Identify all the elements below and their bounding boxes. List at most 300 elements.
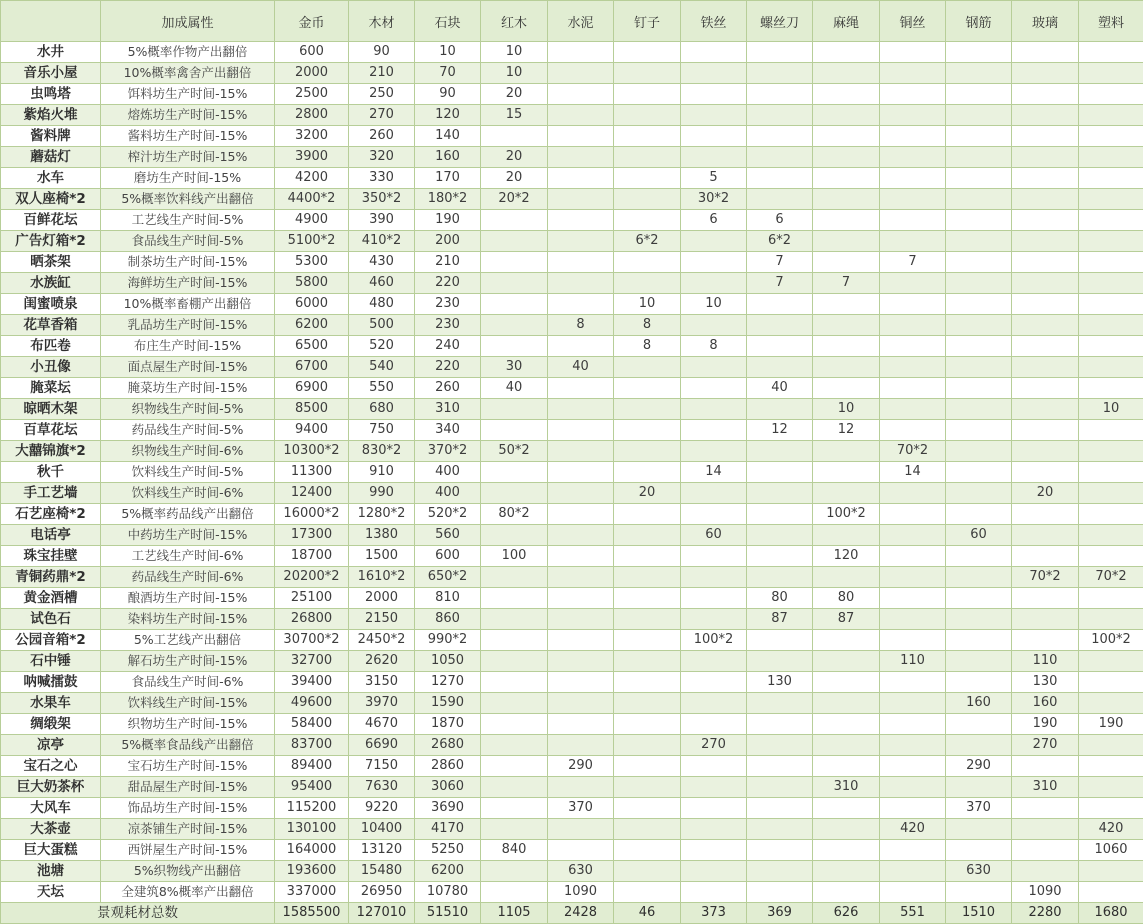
material-cell (747, 441, 813, 462)
material-cell (614, 567, 681, 588)
material-cell (614, 546, 681, 567)
material-cell (1012, 378, 1079, 399)
material-cell (747, 168, 813, 189)
material-cell (614, 756, 681, 777)
bonus-cell: 西饼屋生产时间-15% (101, 840, 275, 861)
material-cell (681, 588, 747, 609)
material-cell (681, 672, 747, 693)
material-cell (813, 735, 880, 756)
material-cell (1079, 546, 1143, 567)
material-cell: 2620 (349, 651, 415, 672)
material-cell (481, 315, 548, 336)
table-row (1, 525, 1143, 546)
material-cell: 337000 (275, 882, 349, 903)
material-cell: 420 (1079, 819, 1143, 840)
material-cell (813, 840, 880, 861)
material-cell: 10 (415, 42, 481, 63)
material-cell: 370 (548, 798, 614, 819)
material-cell: 49600 (275, 693, 349, 714)
material-cell (946, 147, 1012, 168)
material-cell: 6*2 (747, 231, 813, 252)
material-cell: 20200*2 (275, 567, 349, 588)
material-cell (813, 63, 880, 84)
material-cell: 32700 (275, 651, 349, 672)
material-cell (747, 882, 813, 903)
material-cell (747, 714, 813, 735)
material-cell (946, 105, 1012, 126)
material-cell: 460 (349, 273, 415, 294)
table-row (1, 294, 1143, 315)
material-cell (747, 84, 813, 105)
material-cell (1012, 210, 1079, 231)
header-corner (1, 1, 101, 42)
material-cell (813, 42, 880, 63)
material-cell (1012, 147, 1079, 168)
material-cell: 80 (747, 588, 813, 609)
material-cell: 860 (415, 609, 481, 630)
material-cell (946, 882, 1012, 903)
material-cell (614, 42, 681, 63)
material-cell (747, 315, 813, 336)
material-cell (747, 105, 813, 126)
material-cell: 5 (681, 168, 747, 189)
building-name-cell: 秋千 (1, 462, 101, 483)
material-cell: 1590 (415, 693, 481, 714)
material-cell (681, 252, 747, 273)
material-cell: 840 (481, 840, 548, 861)
header-material: 麻绳 (813, 1, 880, 42)
material-cell (813, 378, 880, 399)
material-cell (548, 504, 614, 525)
material-cell (946, 840, 1012, 861)
bonus-cell: 药品线生产时间-5% (101, 420, 275, 441)
material-cell: 6200 (415, 861, 481, 882)
material-cell (614, 210, 681, 231)
table-row (1, 546, 1143, 567)
material-cell (880, 588, 946, 609)
material-cell (1079, 462, 1143, 483)
bonus-cell: 布庄生产时间-15% (101, 336, 275, 357)
table-row (1, 504, 1143, 525)
material-cell (813, 630, 880, 651)
material-cell: 26950 (349, 882, 415, 903)
material-cell (548, 63, 614, 84)
material-cell: 4670 (349, 714, 415, 735)
material-cell: 830*2 (349, 441, 415, 462)
material-cell: 290 (946, 756, 1012, 777)
building-name-cell: 宝石之心 (1, 756, 101, 777)
material-cell: 270 (349, 105, 415, 126)
building-name-cell: 音乐小屋 (1, 63, 101, 84)
material-cell: 12 (747, 420, 813, 441)
material-cell (813, 189, 880, 210)
material-cell: 9400 (275, 420, 349, 441)
material-cell (946, 630, 1012, 651)
material-cell (880, 714, 946, 735)
material-cell (681, 861, 747, 882)
material-cell (747, 735, 813, 756)
material-cell (681, 378, 747, 399)
material-cell: 10 (1079, 399, 1143, 420)
material-cell (946, 714, 1012, 735)
material-cell: 6700 (275, 357, 349, 378)
table-row (1, 357, 1143, 378)
material-cell (1012, 357, 1079, 378)
material-cell: 990 (349, 483, 415, 504)
material-cell (481, 567, 548, 588)
total-cell: 1105 (481, 903, 548, 924)
table-row (1, 651, 1143, 672)
material-cell (614, 357, 681, 378)
bonus-cell: 乳品坊生产时间-15% (101, 315, 275, 336)
material-cell (880, 483, 946, 504)
table-row (1, 567, 1143, 588)
material-cell (1079, 483, 1143, 504)
material-cell: 310 (1012, 777, 1079, 798)
material-cell (481, 483, 548, 504)
bonus-cell: 5%织物线产出翻倍 (101, 861, 275, 882)
bonus-cell: 5%工艺线产出翻倍 (101, 630, 275, 651)
material-cell (747, 336, 813, 357)
material-cell (481, 798, 548, 819)
material-cell: 4200 (275, 168, 349, 189)
material-cell: 40 (548, 357, 614, 378)
material-cell (1079, 693, 1143, 714)
building-name-cell: 巨大奶茶杯 (1, 777, 101, 798)
material-cell (1012, 756, 1079, 777)
material-cell: 70*2 (880, 441, 946, 462)
material-cell (880, 315, 946, 336)
material-cell (747, 483, 813, 504)
material-cell: 810 (415, 588, 481, 609)
material-cell (548, 189, 614, 210)
material-cell (481, 273, 548, 294)
material-cell (946, 672, 1012, 693)
building-name-cell: 石中锤 (1, 651, 101, 672)
material-cell (681, 546, 747, 567)
material-cell (946, 315, 1012, 336)
material-cell (946, 189, 1012, 210)
material-cell (1079, 210, 1143, 231)
material-cell: 95400 (275, 777, 349, 798)
material-cell (813, 882, 880, 903)
material-cell (1079, 861, 1143, 882)
material-cell (946, 231, 1012, 252)
material-cell (681, 273, 747, 294)
table-row (1, 756, 1143, 777)
table-row (1, 315, 1143, 336)
material-cell (1079, 798, 1143, 819)
material-cell (1079, 42, 1143, 63)
material-cell: 80 (813, 588, 880, 609)
material-cell (880, 420, 946, 441)
material-cell (548, 588, 614, 609)
material-cell: 164000 (275, 840, 349, 861)
material-cell (548, 420, 614, 441)
material-cell (747, 861, 813, 882)
material-cell (946, 441, 1012, 462)
material-cell: 540 (349, 357, 415, 378)
material-cell (614, 189, 681, 210)
material-cell (946, 126, 1012, 147)
total-cell: 1585500 (275, 903, 349, 924)
bonus-cell: 10%概率畜棚产出翻倍 (101, 294, 275, 315)
bonus-cell: 全建筑8%概率产出翻倍 (101, 882, 275, 903)
material-cell (1079, 609, 1143, 630)
material-cell (880, 168, 946, 189)
material-cell (614, 714, 681, 735)
material-cell: 310 (415, 399, 481, 420)
material-cell (614, 798, 681, 819)
material-cell (548, 231, 614, 252)
building-name-cell: 百草花坛 (1, 420, 101, 441)
material-cell: 1500 (349, 546, 415, 567)
material-cell: 10780 (415, 882, 481, 903)
building-name-cell: 百鲜花坛 (1, 210, 101, 231)
material-cell (946, 378, 1012, 399)
material-cell (548, 42, 614, 63)
material-cell (1012, 546, 1079, 567)
bonus-cell: 饮料线生产时间-6% (101, 483, 275, 504)
material-cell: 20 (1012, 483, 1079, 504)
building-name-cell: 花草香箱 (1, 315, 101, 336)
table-row (1, 420, 1143, 441)
building-name-cell: 青铜药鼎*2 (1, 567, 101, 588)
material-cell: 130 (747, 672, 813, 693)
material-cell (747, 777, 813, 798)
material-cell (946, 84, 1012, 105)
material-cell: 80*2 (481, 504, 548, 525)
header-material: 铁丝 (681, 1, 747, 42)
material-cell (1079, 420, 1143, 441)
total-cell: 127010 (349, 903, 415, 924)
material-cell: 10 (813, 399, 880, 420)
bonus-cell: 5%概率食品线产出翻倍 (101, 735, 275, 756)
material-cell (813, 252, 880, 273)
material-cell (614, 861, 681, 882)
material-cell: 7 (813, 273, 880, 294)
material-cell (1079, 756, 1143, 777)
bonus-cell: 工艺线生产时间-5% (101, 210, 275, 231)
material-cell (1079, 441, 1143, 462)
material-cell (880, 882, 946, 903)
material-cell (681, 882, 747, 903)
material-cell: 17300 (275, 525, 349, 546)
material-cell (548, 126, 614, 147)
material-cell: 2000 (275, 63, 349, 84)
material-cell: 2000 (349, 588, 415, 609)
table-row (1, 63, 1143, 84)
material-cell: 3970 (349, 693, 415, 714)
material-cell: 10 (614, 294, 681, 315)
material-cell (946, 609, 1012, 630)
material-cell (1079, 525, 1143, 546)
material-cell (813, 147, 880, 168)
material-cell (548, 252, 614, 273)
material-cell (1079, 777, 1143, 798)
building-name-cell: 布匹卷 (1, 336, 101, 357)
material-cell (813, 210, 880, 231)
material-cell: 20*2 (481, 189, 548, 210)
header-material: 螺丝刀 (747, 1, 813, 42)
bonus-cell: 饮料线生产时间-5% (101, 462, 275, 483)
material-cell: 1090 (548, 882, 614, 903)
material-cell (1012, 273, 1079, 294)
material-cell (1079, 651, 1143, 672)
material-cell (880, 525, 946, 546)
table-row (1, 588, 1143, 609)
material-cell (946, 735, 1012, 756)
header-material: 塑料 (1079, 1, 1143, 42)
material-cell (481, 861, 548, 882)
material-cell: 560 (415, 525, 481, 546)
material-cell (1079, 273, 1143, 294)
material-cell: 120 (415, 105, 481, 126)
material-cell (548, 546, 614, 567)
table-row (1, 84, 1143, 105)
material-cell: 60 (681, 525, 747, 546)
bonus-cell: 染料坊生产时间-15% (101, 609, 275, 630)
material-cell (548, 294, 614, 315)
material-cell (1079, 336, 1143, 357)
material-cell (813, 798, 880, 819)
material-cell (880, 504, 946, 525)
material-cell (681, 420, 747, 441)
material-cell (681, 840, 747, 861)
material-cell (747, 567, 813, 588)
material-cell (1012, 231, 1079, 252)
material-cell (1012, 399, 1079, 420)
table-row (1, 147, 1143, 168)
building-name-cell: 蘑菇灯 (1, 147, 101, 168)
material-cell (614, 378, 681, 399)
header-material: 钢筋 (946, 1, 1012, 42)
material-cell: 520 (349, 336, 415, 357)
material-cell (946, 63, 1012, 84)
bonus-cell: 织物线生产时间-5% (101, 399, 275, 420)
bonus-cell: 解石坊生产时间-15% (101, 651, 275, 672)
material-cell: 140 (415, 126, 481, 147)
material-cell (548, 105, 614, 126)
total-cell: 46 (614, 903, 681, 924)
material-cell (681, 504, 747, 525)
material-cell (681, 231, 747, 252)
material-cell (813, 231, 880, 252)
building-name-cell: 大茶壶 (1, 819, 101, 840)
material-cell: 1610*2 (349, 567, 415, 588)
material-cell (880, 294, 946, 315)
material-cell (1079, 126, 1143, 147)
material-cell (481, 252, 548, 273)
material-cell (880, 210, 946, 231)
material-cell (481, 630, 548, 651)
table-row (1, 273, 1143, 294)
material-cell: 4900 (275, 210, 349, 231)
header-material: 玻璃 (1012, 1, 1079, 42)
material-cell: 680 (349, 399, 415, 420)
bonus-cell: 5%概率作物产出翻倍 (101, 42, 275, 63)
building-name-cell: 天坛 (1, 882, 101, 903)
material-cell: 87 (813, 609, 880, 630)
material-cell (946, 651, 1012, 672)
building-name-cell: 水果车 (1, 693, 101, 714)
material-cell (946, 42, 1012, 63)
material-cell (747, 294, 813, 315)
table-row (1, 777, 1143, 798)
building-name-cell: 凉亭 (1, 735, 101, 756)
material-cell (681, 84, 747, 105)
table-row (1, 462, 1143, 483)
material-cell (1079, 735, 1143, 756)
material-cell: 6*2 (614, 231, 681, 252)
material-cell (614, 882, 681, 903)
material-cell: 15 (481, 105, 548, 126)
material-cell (946, 273, 1012, 294)
material-cell: 1090 (1012, 882, 1079, 903)
material-cell (481, 336, 548, 357)
material-cell: 14 (880, 462, 946, 483)
material-cell: 1060 (1079, 840, 1143, 861)
material-cell (747, 651, 813, 672)
material-cell (1012, 84, 1079, 105)
material-cell (481, 588, 548, 609)
material-cell (681, 714, 747, 735)
material-cell: 2150 (349, 609, 415, 630)
material-cell: 7 (747, 252, 813, 273)
material-cell (614, 462, 681, 483)
material-cell: 4400*2 (275, 189, 349, 210)
material-cell: 193600 (275, 861, 349, 882)
building-name-cell: 酱料牌 (1, 126, 101, 147)
bonus-cell: 熔炼坊生产时间-15% (101, 105, 275, 126)
material-cell (880, 840, 946, 861)
material-cell: 1050 (415, 651, 481, 672)
material-cell: 220 (415, 273, 481, 294)
material-cell (1012, 798, 1079, 819)
material-cell: 100 (481, 546, 548, 567)
material-cell (946, 504, 1012, 525)
header-material: 木材 (349, 1, 415, 42)
bonus-cell: 凉茶铺生产时间-15% (101, 819, 275, 840)
material-cell: 270 (1012, 735, 1079, 756)
material-cell (481, 714, 548, 735)
material-cell: 750 (349, 420, 415, 441)
material-cell (747, 798, 813, 819)
table-row (1, 483, 1143, 504)
material-cell: 250 (349, 84, 415, 105)
total-cell: 2280 (1012, 903, 1079, 924)
material-cell (614, 420, 681, 441)
material-cell: 2450*2 (349, 630, 415, 651)
material-cell (880, 756, 946, 777)
material-cell (946, 819, 1012, 840)
material-cell (1012, 105, 1079, 126)
material-cell (1012, 168, 1079, 189)
bonus-cell: 5%概率饮料线产出翻倍 (101, 189, 275, 210)
material-cell (880, 336, 946, 357)
material-cell: 11300 (275, 462, 349, 483)
material-cell: 390 (349, 210, 415, 231)
material-cell (1079, 378, 1143, 399)
building-name-cell: 珠宝挂壁 (1, 546, 101, 567)
material-cell (813, 483, 880, 504)
material-cell: 30700*2 (275, 630, 349, 651)
bonus-cell: 织物坊生产时间-15% (101, 714, 275, 735)
material-cell (681, 105, 747, 126)
material-cell (481, 462, 548, 483)
material-cell (681, 693, 747, 714)
material-cell (1012, 63, 1079, 84)
